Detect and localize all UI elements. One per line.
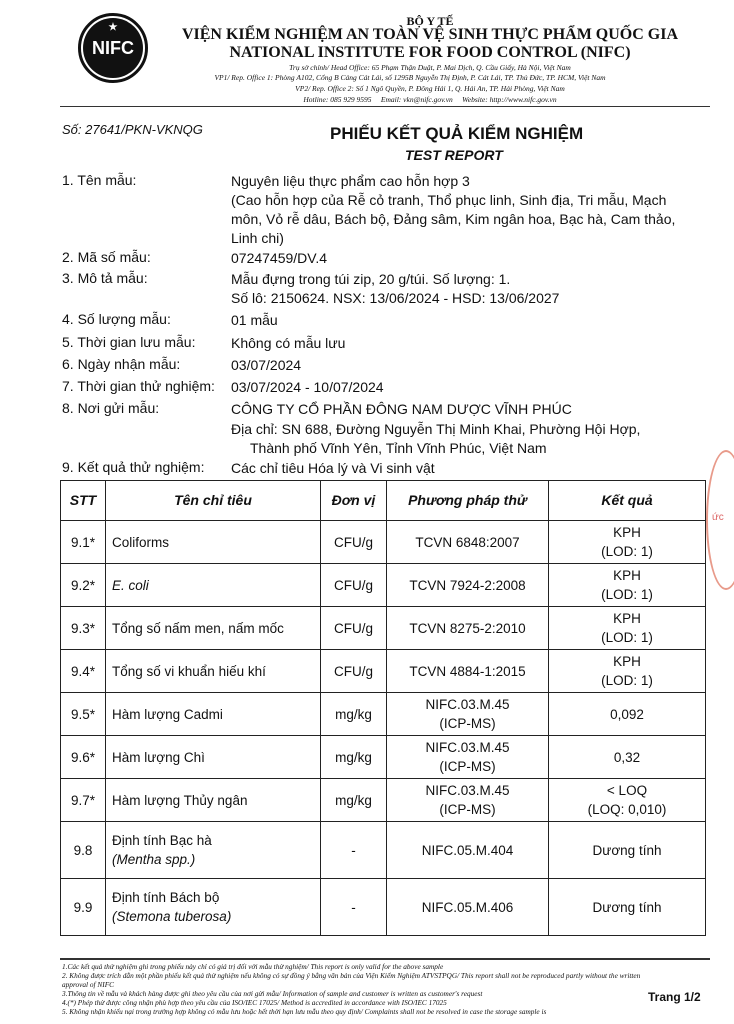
cell-name: Hàm lượng Chì — [106, 736, 321, 779]
cell-stt: 9.3* — [61, 607, 106, 650]
footnotes — [62, 962, 662, 1016]
cell-method: TCVN 4884-1:2015 — [387, 650, 549, 693]
cell-method: NIFC.05.M.404 — [387, 822, 549, 879]
nifc-logo: ★ NIFC — [78, 13, 148, 83]
header-divider — [60, 106, 710, 107]
field-label: 2. Mã số mẫu: — [62, 249, 151, 265]
cell-name: Tổng số nấm men, nấm mốc — [106, 607, 321, 650]
cell-name: Coliforms — [106, 521, 321, 564]
institute-en: NATIONAL INSTITUTE FOR FOOD CONTROL (NIFC) — [229, 44, 631, 61]
table-row — [61, 736, 706, 779]
office-2: VP2/ Rep. Office 2: Số 1 Ngô Quyền, P. Đông Hải 1, Q. Hải An, TP. Hải Phòng, Việt Nam — [295, 84, 565, 93]
institute-vi: VIỆN KIỂM NGHIỆM AN TOÀN VỆ SINH THỰC PHẨM QUỐC GIA — [181, 26, 679, 43]
footnote: 1.Các kết quả thử nghiệm ghi trong phiếu này chỉ có giá trị đối với mẫu thử nghiệm/ This report is only valid for the above sample — [62, 962, 444, 971]
cell-unit: mg/kg — [321, 693, 387, 736]
cell-stt: 9.4* — [61, 650, 106, 693]
field-value: Không có mẫu lưu — [231, 335, 346, 351]
cell-unit: CFU/g — [321, 650, 387, 693]
cell-name: E. coli — [106, 564, 321, 607]
table-row — [61, 779, 706, 822]
cell-unit: CFU/g — [321, 564, 387, 607]
sender-address-2: Thành phố Vĩnh Yên, Tỉnh Vĩnh Phúc, Việt Nam — [250, 440, 547, 456]
cell-name: Định tính Bách bộ (Stemona tuberosa) — [106, 879, 321, 936]
table-row — [61, 607, 706, 650]
contact: Hotline: 085 929 9595 Email: vkn@nifc.gov.vn Website: http://www.nifc.gov.vn — [303, 95, 557, 104]
cell-method: NIFC.03.M.45 (ICP-MS) — [387, 779, 549, 822]
table-row — [61, 564, 706, 607]
cell-unit: CFU/g — [321, 607, 387, 650]
field-label: 8. Nơi gửi mẫu: — [62, 400, 160, 416]
cell-stt: 9.9 — [61, 879, 106, 936]
footnote: 3.Thông tin về mẫu và khách hàng được ghi theo yêu cầu của nơi gửi mẫu/ Information of sample and customer is written as customer's request — [62, 989, 483, 998]
cell-name: Tổng số vi khuẩn hiếu khí — [106, 650, 321, 693]
cell-unit: mg/kg — [321, 779, 387, 822]
table-row — [61, 879, 706, 936]
table-row — [61, 521, 706, 564]
stamp-fragment: ức — [706, 450, 734, 590]
cell-result: KPH (LOD: 1) — [549, 564, 706, 607]
footnote: 2. Không được trích dẫn một phần phiếu kết quả thử nghiệm nếu không có sự đồng ý bằng văn bản của Viện Kiểm Nghiệm ATVSTPQG/ This report shall not be reproduced partly without the written approval of NIFC — [62, 971, 641, 989]
cell-result: 0,092 — [549, 693, 706, 736]
cell-stt: 9.6* — [61, 736, 106, 779]
table-row — [61, 693, 706, 736]
logo-text: NIFC — [92, 37, 134, 58]
cell-result: 0,32 — [549, 736, 706, 779]
field-value: Nguyên liệu thực phẩm cao hỗn hợp 3 (Cao hỗn hợp của Rễ cỏ tranh, Thổ phục linh, Sinh địa, Tri mẫu, Mạch môn, Vỏ rễ dâu, Bách bộ, Đảng sâm, Kim ngân hoa, Bạc hà, Cam thảo, Linh chi) — [231, 173, 676, 246]
field-value: Mẫu đựng trong túi zip, 20 g/túi. Số lượng: 1. Số lô: 2150624. NSX: 13/06/2024 - HSD: 13/06/2027 — [231, 271, 560, 306]
cell-unit: - — [321, 879, 387, 936]
footer-divider — [60, 958, 710, 960]
field-label: 6. Ngày nhận mẫu: — [62, 356, 181, 372]
cell-stt: 9.8 — [61, 822, 106, 879]
field-label: 9. Kết quả thử nghiệm: — [62, 459, 205, 475]
cell-method: TCVN 7924-2:2008 — [387, 564, 549, 607]
cell-result: KPH (LOD: 1) — [549, 607, 706, 650]
cell-method: NIFC.05.M.406 — [387, 879, 549, 936]
cell-name: Hàm lượng Cadmi — [106, 693, 321, 736]
table-row — [61, 650, 706, 693]
report-number: Số: 27641/PKN-VKNQG — [62, 122, 203, 137]
ministry: BỘ Y TẾ — [406, 14, 454, 28]
col-result: Kết quả — [549, 481, 706, 521]
report-title: PHIẾU KẾT QUẢ KIỂM NGHIỆM — [330, 124, 584, 143]
cell-name: Định tính Bạc hà (Mentha spp.) — [106, 822, 321, 879]
cell-method: TCVN 6848:2007 — [387, 521, 549, 564]
field-value: 01 mẫu — [231, 312, 278, 328]
cell-stt: 9.7* — [61, 779, 106, 822]
report-subtitle: TEST REPORT — [405, 147, 503, 163]
table-header — [61, 481, 706, 521]
field-label: 3. Mô tả mẫu: — [62, 270, 148, 286]
field-label: 5. Thời gian lưu mẫu: — [62, 334, 196, 350]
cell-stt: 9.5* — [61, 693, 106, 736]
cell-method: NIFC.03.M.45 (ICP-MS) — [387, 736, 549, 779]
cell-result: < LOQ (LOQ: 0,010) — [549, 779, 706, 822]
results-table — [60, 480, 706, 936]
cell-unit: mg/kg — [321, 736, 387, 779]
cell-result: Dương tính — [549, 822, 706, 879]
cell-name: Hàm lượng Thủy ngân — [106, 779, 321, 822]
cell-stt: 9.2* — [61, 564, 106, 607]
cell-method: TCVN 8275-2:2010 — [387, 607, 549, 650]
field-value: Các chỉ tiêu Hóa lý và Vi sinh vật — [231, 460, 435, 476]
col-stt: STT — [61, 481, 106, 521]
cell-result: Dương tính — [549, 879, 706, 936]
field-label: 7. Thời gian thử nghiệm: — [62, 378, 215, 394]
footnote: 4.(*) Phép thử được công nhận phù hợp theo yêu cầu của ISO/IEC 17025/ Method is accredited in accordance with ISO/IEC 17025 — [62, 998, 447, 1007]
field-value: CÔNG TY CỔ PHẦN ĐÔNG NAM DƯỢC VĨNH PHÚC — [231, 401, 572, 417]
cell-stt: 9.1* — [61, 521, 106, 564]
field-value: 03/07/2024 - 10/07/2024 — [231, 379, 384, 395]
cell-unit: - — [321, 822, 387, 879]
col-unit: Đơn vị — [321, 481, 387, 521]
cell-result: KPH (LOD: 1) — [549, 521, 706, 564]
head-office: Trụ sở chính/ Head Office: 65 Phạm Thận Duật, P. Mai Dịch, Q. Cầu Giấy, Hà Nội, Việt Nam — [289, 63, 571, 72]
office-1: VP1/ Rep. Office 1: Phòng A102, Cổng B Cảng Cát Lái, số 1295B Nguyễn Thị Định, P. Cát Lái, TP. Thủ Đức, TP. HCM, Việt Nam — [214, 73, 606, 82]
cell-unit: CFU/g — [321, 521, 387, 564]
field-label: 4. Số lượng mẫu: — [62, 311, 171, 327]
cell-method: NIFC.03.M.45 (ICP-MS) — [387, 693, 549, 736]
sender-address: Địa chỉ: SN 688, Đường Nguyễn Thị Minh Khai, Phường Hội Hợp, — [231, 421, 641, 437]
field-label: 1. Tên mẫu: — [62, 172, 137, 188]
col-name: Tên chỉ tiêu — [106, 481, 321, 521]
col-method: Phương pháp thử — [387, 481, 549, 521]
page-number: Trang 1/2 — [648, 990, 701, 1004]
cell-result: KPH (LOD: 1) — [549, 650, 706, 693]
field-value: 07247459/DV.4 — [231, 250, 328, 266]
footnote: 5. Không nhận khiếu nại trong trường hợp không có mẫu lưu hoặc hết thời hạn lưu mẫu theo quy định/ Complaints shall not be resolved in case the storage sample is — [62, 1007, 547, 1016]
field-value: 03/07/2024 — [231, 357, 302, 373]
table-row — [61, 822, 706, 879]
